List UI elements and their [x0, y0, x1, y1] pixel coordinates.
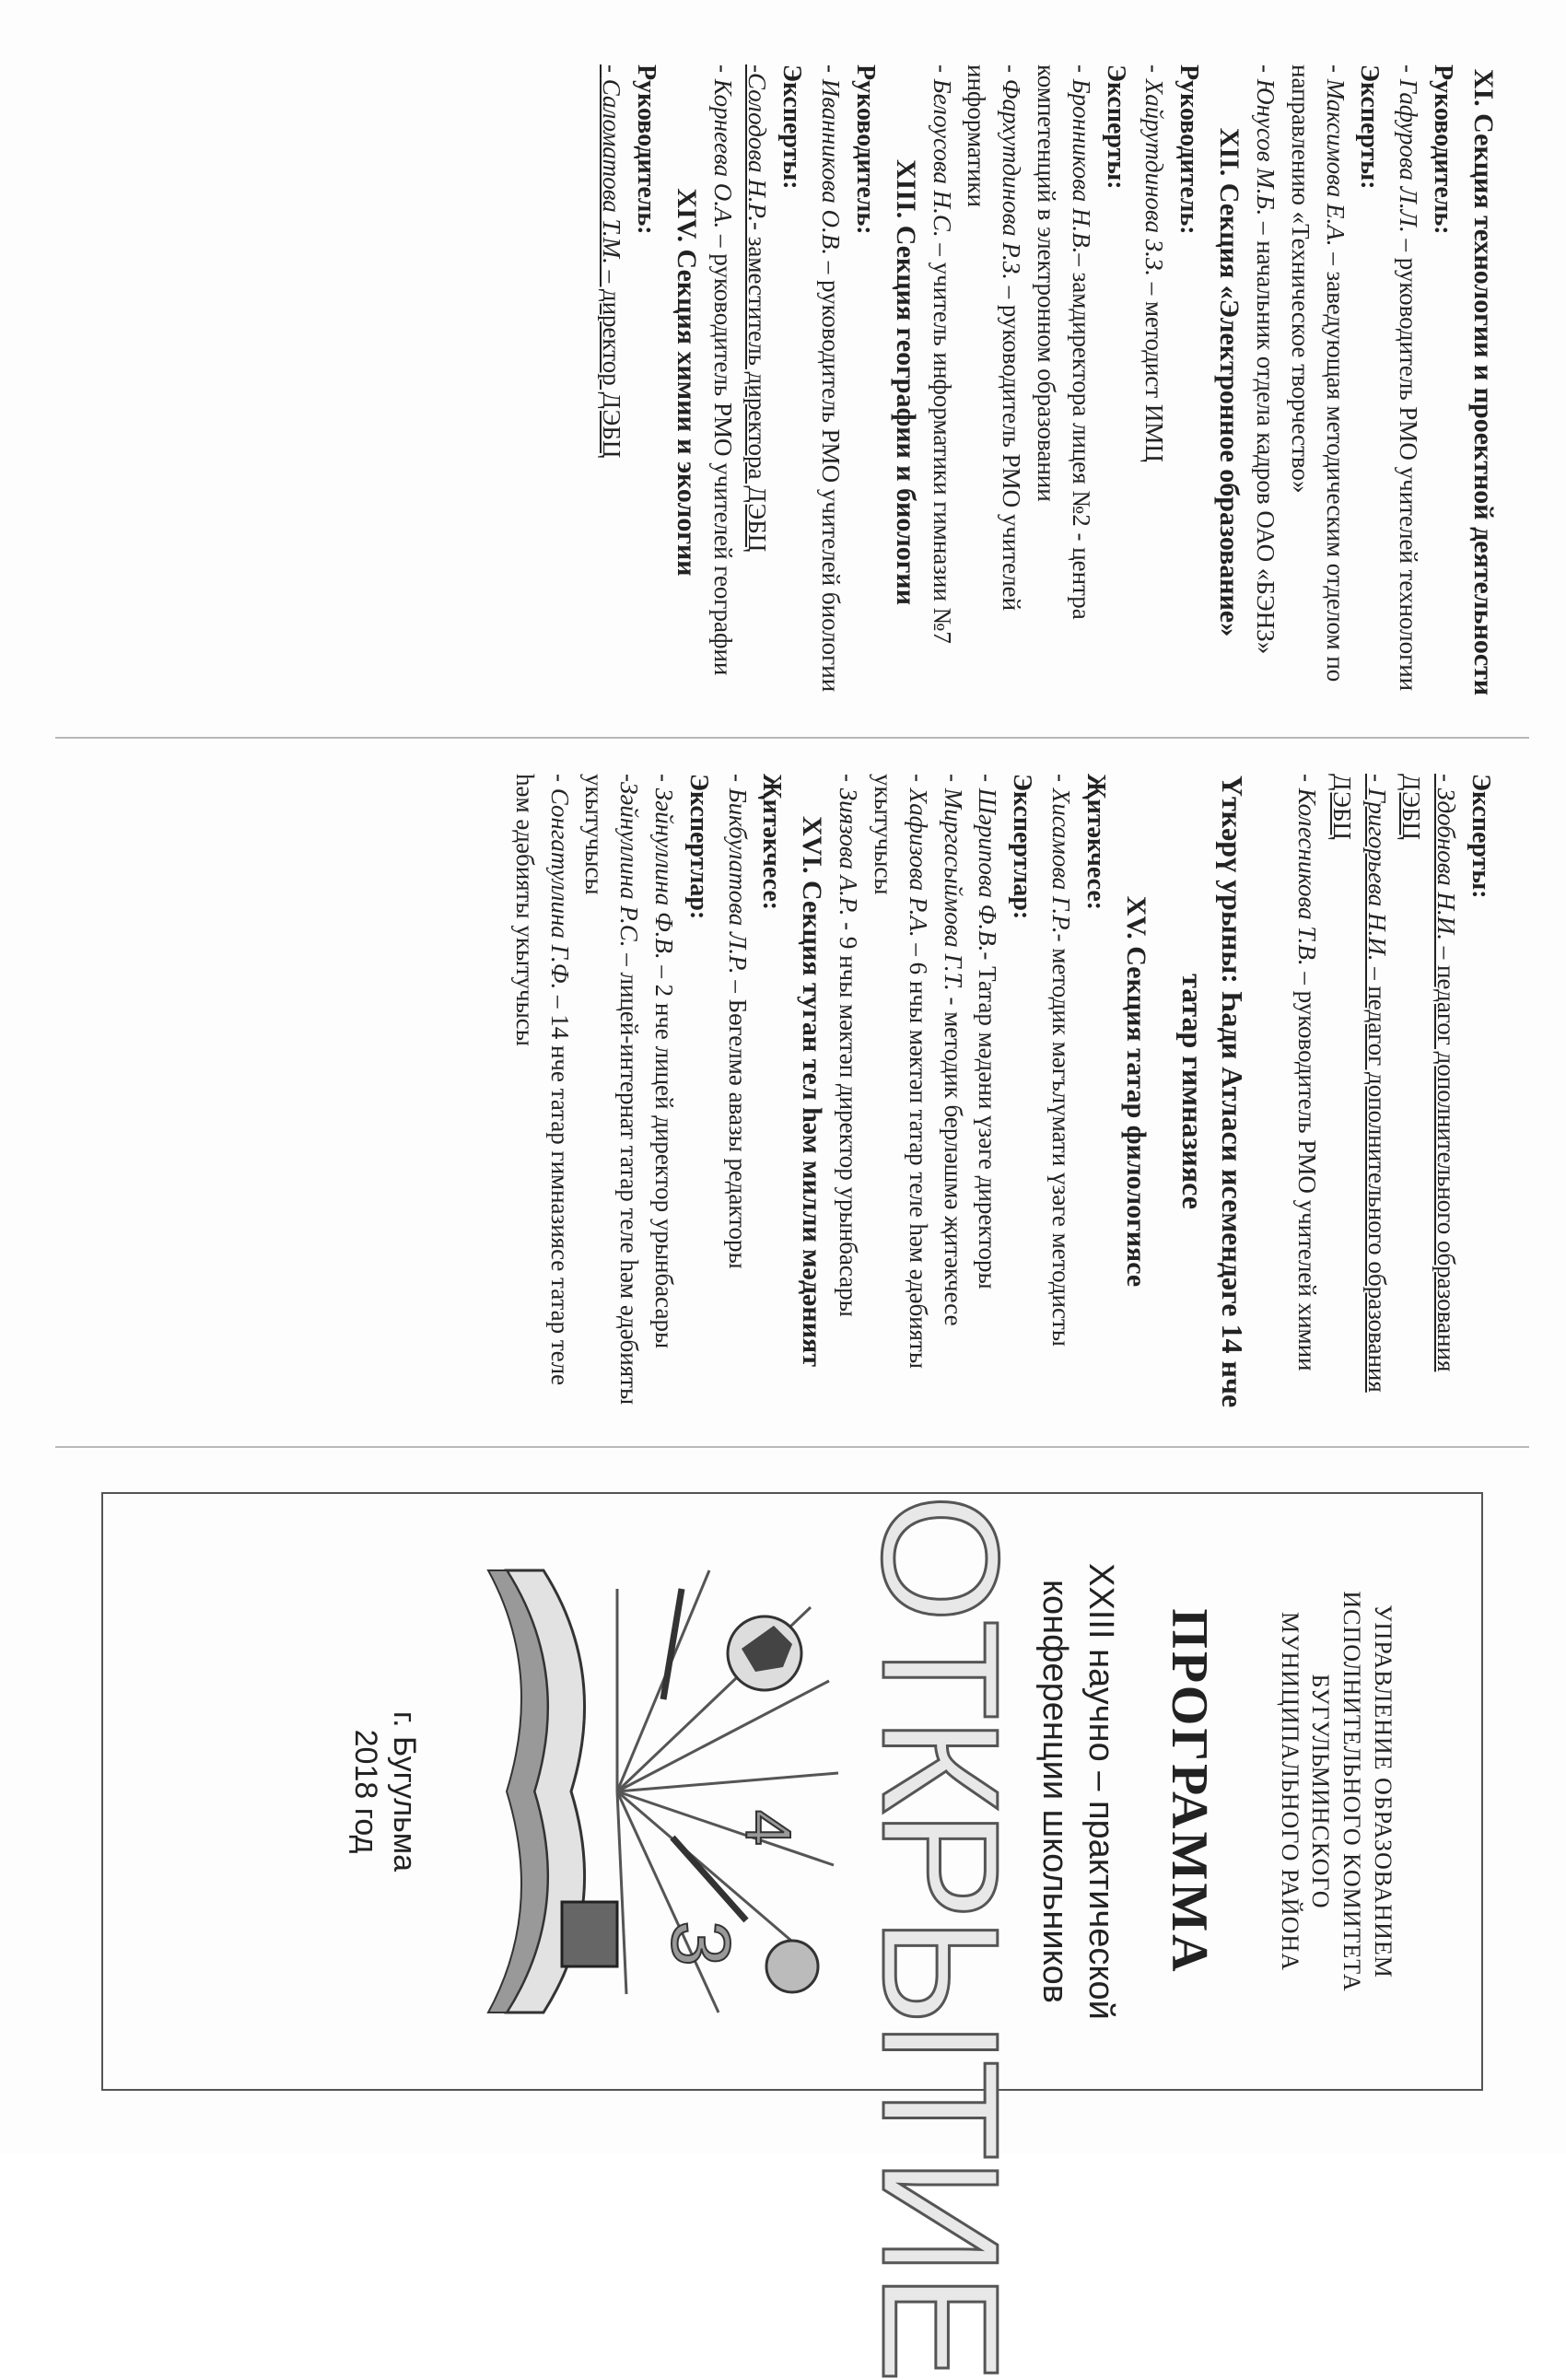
- person-entry: [1394, 774, 1464, 1409]
- section-title: XVI. Секция туган тел һәм милли мәдәният: [797, 816, 828, 1367]
- org-line: МУНИЦИПАЛЬНОГО РАЙОНА: [1276, 1612, 1303, 1971]
- city-label: г. Бугульма: [387, 1710, 423, 1872]
- entry-dash: -: [817, 64, 846, 79]
- section-block: [1247, 64, 1502, 700]
- title-frame: [101, 1492, 1483, 2380]
- role-label: Экспертлар:: [684, 774, 713, 920]
- person-entry: [577, 774, 647, 1409]
- person-entry: [959, 64, 1029, 700]
- role-label: Руководитель:: [1174, 64, 1204, 235]
- org-line: УПРАВЛЕНИЕ ОБРАЗОВАНИЕМ: [1370, 1604, 1397, 1978]
- role-label: Җитәкчесе:: [1081, 774, 1110, 911]
- role-label: Җитәкчесе:: [757, 774, 787, 911]
- person-name: Бикбулатова Л.Р.: [723, 788, 752, 974]
- entry-dash: -: [615, 774, 644, 782]
- entry-dash: -: [1432, 774, 1461, 788]
- venue-heading: Үткәрү урыны: Һади Атласи исемендәге 14 нче татар гимназиясе: [1176, 775, 1250, 1408]
- person-name: Гафурова Л.Л.: [1395, 78, 1423, 233]
- svg-text:4: 4: [732, 1810, 805, 1846]
- person-entry: [924, 64, 959, 700]
- person-position: – директор ДЭБЦ: [598, 263, 626, 459]
- person-name: Иванникова О.В.: [817, 78, 846, 255]
- person-name: Шәрипова Ф.В.: [974, 788, 1002, 952]
- person-entry: [507, 774, 577, 1409]
- person-position: - 9 нчы мәктәп директор урынбасары: [835, 916, 863, 1317]
- person-entry: [1390, 64, 1425, 700]
- entry-dash: -: [1293, 774, 1322, 788]
- person-position: – руководитель РМО учителей технологии: [1395, 232, 1423, 692]
- entry-dash: -: [1362, 774, 1391, 788]
- role-label: Экспертлар:: [1008, 774, 1037, 920]
- person-name: Максимова Е.А.: [1321, 78, 1350, 247]
- section-block: [507, 774, 830, 1409]
- person-position: – учитель информатики гимназии №7: [928, 237, 956, 644]
- conference-line: конференции школьников: [1035, 1580, 1075, 2003]
- person-entry: [1247, 64, 1282, 700]
- person-position: – руководитель РМО учителей химии: [1293, 965, 1322, 1371]
- section-title: XIV. Секция химии и экологии: [671, 188, 702, 577]
- entry-dash: -: [1395, 64, 1423, 79]
- person-position: – 2 нче лицей директор урынбасары: [650, 959, 679, 1349]
- role-label: Руководитель:: [631, 64, 660, 235]
- experts-block: [1289, 774, 1498, 1409]
- person-entry: [740, 64, 775, 700]
- person-name: Корнеева О.А.: [708, 78, 737, 229]
- role-label: Эксперты:: [1467, 774, 1495, 899]
- entry-dash: -: [998, 64, 1026, 79]
- svg-text:3: 3: [654, 1920, 747, 1967]
- place-and-year: [345, 1494, 424, 2089]
- person-entry: [830, 774, 865, 1409]
- entry-dash: -: [1047, 774, 1076, 788]
- person-name: Хисамова Г.Р.: [1047, 788, 1076, 934]
- entry-dash: -: [974, 774, 1002, 788]
- person-name: Миргасыймова Г.Т.: [939, 788, 967, 991]
- person-entry: [865, 774, 935, 1409]
- person-position: – замдиректора лицея №2 - центра компетенций в электронном образовании: [1033, 64, 1095, 620]
- person-entry: [1137, 64, 1172, 700]
- person-entry: [970, 774, 1005, 1409]
- person-entry: [593, 64, 628, 700]
- person-entry: [1028, 64, 1098, 700]
- person-entry: [1324, 774, 1394, 1409]
- person-name: Колесникова Т.В.: [1293, 788, 1322, 966]
- person-name: Сонгатуллина Г.Ф.: [545, 788, 574, 990]
- person-position: – педагог дополнительного образования ДЭБЦ: [1397, 774, 1461, 1372]
- person-name: Григорьева Н.И.: [1362, 788, 1391, 962]
- person-position: – лицей-интернат татар теле һәм әдәбияты укытучысы: [580, 774, 644, 1406]
- entry-dash: -: [904, 774, 932, 788]
- panel-middle: [64, 774, 1502, 1409]
- entry-dash: -: [708, 64, 737, 79]
- person-position: – руководитель РМО учителей биологии: [817, 254, 846, 693]
- person-name: Хайрутдинова З.З.: [1140, 78, 1169, 276]
- person-name: Юнусов М.Б.: [1252, 78, 1280, 216]
- person-position: - заместитель директора ДЭБЦ: [743, 222, 772, 553]
- organization-name: [1274, 1494, 1398, 2089]
- role-label: Эксперты:: [777, 64, 807, 190]
- fold-line: [55, 737, 1529, 739]
- person-position: – 14 нче татар гимназиясе татар теле һәм әдәбияты укытучысы: [510, 774, 574, 1386]
- person-position: – Бөгелмә авазы редакторы: [723, 974, 752, 1269]
- person-entry: [646, 774, 681, 1409]
- role-label: Эксперты:: [1101, 64, 1130, 190]
- section-block: [593, 64, 705, 700]
- person-position: – руководитель РМО учителей географии: [708, 228, 737, 676]
- person-position: - Татар мәдәни үзәге директоры: [974, 951, 1002, 1289]
- person-position: - методик мәгълүмати үзәге методисты: [1047, 933, 1076, 1347]
- panel-left: [64, 64, 1502, 700]
- entry-dash: -: [1321, 64, 1350, 79]
- entry-dash: -: [743, 64, 772, 73]
- entry-dash: -: [650, 774, 679, 788]
- entry-dash: -: [928, 64, 956, 79]
- person-name: Зәйнуллина Р.С.: [615, 782, 644, 948]
- section-block: [924, 64, 1247, 700]
- role-label: Эксперты:: [1355, 64, 1385, 190]
- person-name: Солодова Н.Р.: [743, 73, 772, 222]
- year-label: 2018 год: [347, 1729, 383, 1854]
- person-name: Белоусова Н.С.: [928, 78, 956, 238]
- person-entry: [719, 774, 754, 1409]
- open-book-with-school-supplies-icon: [442, 1534, 847, 2049]
- person-name: Хафизова Р.А.: [904, 788, 932, 938]
- person-position: – руководитель РМО учителей информатики: [963, 64, 1026, 612]
- section-title: XII. Секция «Электронное образование»: [1214, 127, 1245, 637]
- person-entry: [705, 64, 740, 700]
- program-heading: ПРОГРАММА: [1160, 1608, 1218, 1975]
- person-entry: [935, 774, 970, 1409]
- person-name: Здобнова Н.И.: [1432, 788, 1461, 941]
- conference-title: [1032, 1494, 1123, 2089]
- fold-line: [55, 1446, 1529, 1448]
- section-title: XI. Секция технологии и проектной деятельности: [1468, 68, 1499, 696]
- person-name: Зиязова А.Р.: [835, 788, 863, 916]
- brand-wordmark: ОТКРЫТИЕ: [847, 1494, 1034, 2380]
- entry-dash: -: [598, 64, 626, 79]
- section-title: XIII. Секция географии и биологии: [890, 159, 921, 605]
- entry-dash: -: [1067, 64, 1095, 79]
- person-entry: [812, 64, 847, 700]
- org-line: ИСПОЛНИТЕЛЬНОГО КОМИТЕТА: [1338, 1591, 1366, 1992]
- section-title: XV. Секция татар филологиясе: [1120, 895, 1151, 1288]
- org-line: БУГУЛЬМИНСКОГО: [1307, 1674, 1335, 1909]
- conference-line: XXIII научно – практической: [1081, 1563, 1120, 2020]
- person-name: Зәйнуллина Ф.В.: [650, 788, 679, 960]
- section-block: [705, 64, 924, 700]
- entry-dash: -: [545, 774, 574, 788]
- entry-dash: -: [939, 774, 967, 788]
- person-name: Саломатова Т.М.: [598, 78, 626, 264]
- person-position: – начальник отдела кадров ОАО «БЭНЗ»: [1252, 216, 1280, 655]
- entry-dash: -: [723, 774, 752, 788]
- person-position: – методист ИМЦ: [1140, 275, 1169, 462]
- person-position: – заведующая методическим отделом по направлению «Техническое творчество»: [1286, 64, 1350, 682]
- entry-dash: -: [835, 774, 863, 788]
- entry-dash: -: [1140, 64, 1169, 79]
- person-position: – 6 нчы мәктәп татар теле һәм әдәбияты укытучысы: [870, 774, 932, 1369]
- person-entry: [1043, 774, 1078, 1409]
- person-name: Бронникова Н.В.: [1067, 78, 1095, 254]
- person-entry: [1289, 774, 1324, 1409]
- role-label: Руководитель:: [850, 64, 880, 235]
- entry-dash: -: [1252, 64, 1280, 79]
- section-block: [830, 774, 1153, 1409]
- role-label: Руководитель:: [1429, 64, 1457, 235]
- person-name: Фархутдинова Р.З.: [998, 78, 1026, 280]
- panel-title: [64, 1474, 1502, 2380]
- person-entry: [1282, 64, 1352, 700]
- person-position: - методик берләшмә җитәкчесе: [939, 990, 967, 1326]
- person-position: – педагог дополнительного образования ДЭБЦ: [1327, 774, 1391, 1393]
